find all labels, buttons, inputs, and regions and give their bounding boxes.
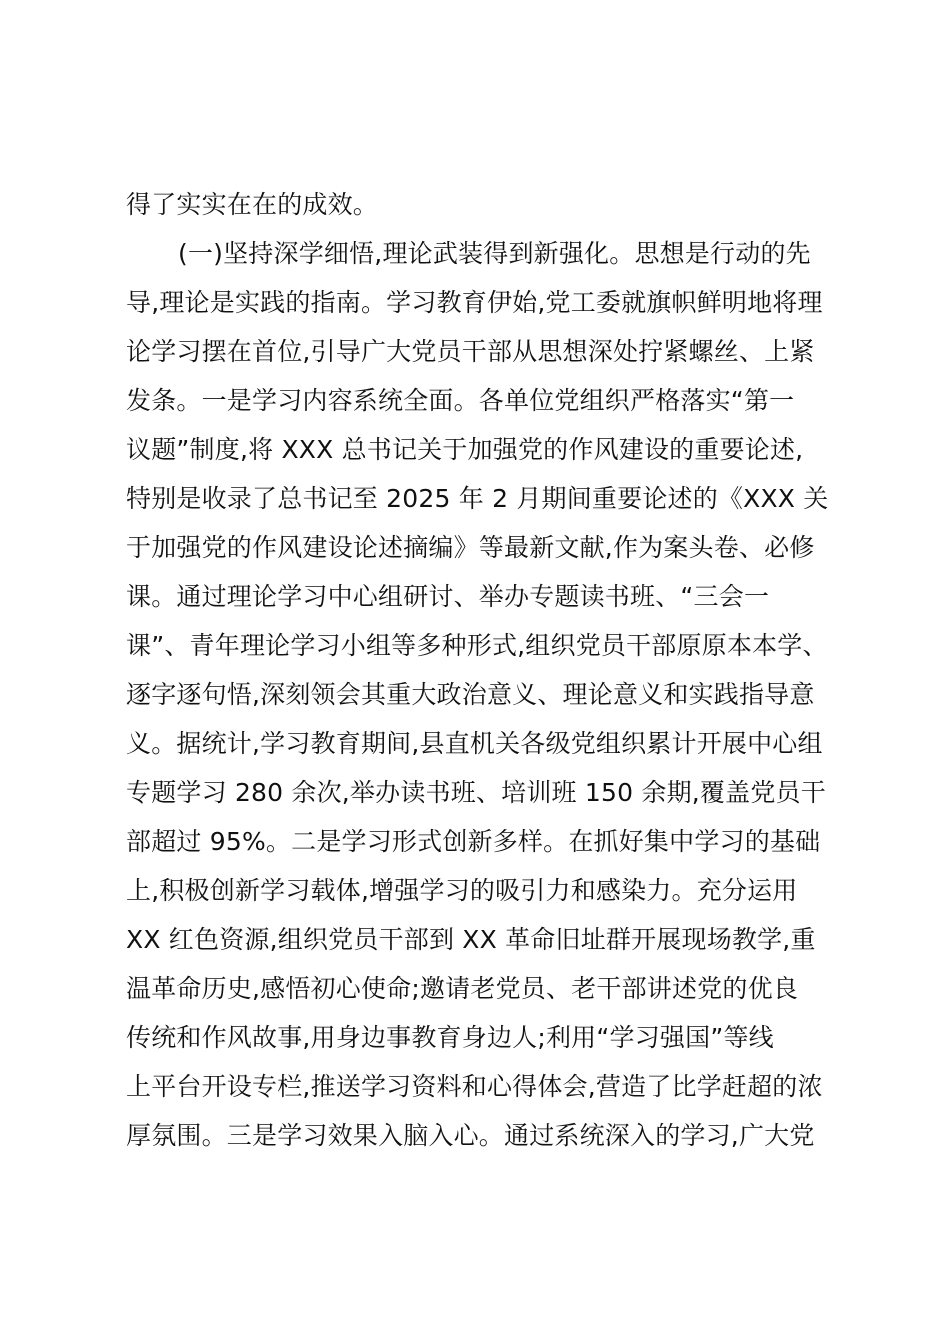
text-line: 上,积极创新学习载体,增强学习的吸引力和感染力。充分运用 [126, 876, 798, 905]
text-line: 温革命历史,感悟初心使命;邀请老党员、老干部讲述党的优良 [126, 974, 798, 1003]
text-line: 逐字逐句悟,深刻领会其重大政治意义、理论意义和实践指导意 [126, 680, 815, 709]
text-line: 义。据统计,学习教育期间,县直机关各级党组织累计开展中心组 [126, 729, 823, 758]
text-line: 论学习摆在首位,引导广大党员干部从思想深处拧紧螺丝、上紧 [126, 337, 815, 366]
text-line: 上平台开设专栏,推送学习资料和心得体会,营造了比学赶超的浓 [126, 1072, 823, 1101]
text-line: 课。通过理论学习中心组研讨、举办专题读书班、“三会一 [126, 582, 770, 611]
text-line: 得了实实在在的成效。 [126, 190, 379, 219]
text-line: 发条。一是学习内容系统全面。各单位党组织严格落实“第一 [126, 386, 795, 415]
text-line: 部超过 95%。二是学习形式创新多样。在抓好集中学习的基础 [126, 827, 821, 856]
text-line: (一)坚持深学细悟,理论武装得到新强化。思想是行动的先 [178, 239, 811, 268]
text-line: 于加强党的作风建设论述摘编》等最新文献,作为案头卷、必修 [126, 533, 815, 562]
text-line: 专题学习 280 余次,举办读书班、培训班 150 余期,覆盖党员干 [126, 778, 826, 807]
text-line: 课”、青年理论学习小组等多种形式,组织党员干部原原本本学、 [126, 631, 828, 660]
body-text [126, 180, 846, 1160]
text-line: 传统和作风故事,用身边事教育身边人;利用“学习强国”等线 [126, 1023, 774, 1052]
text-line: 导,理论是实践的指南。学习教育伊始,党工委就旗帜鲜明地将理 [126, 288, 823, 317]
text-line: 厚氛围。三是学习效果入脑入心。通过系统深入的学习,广大党 [126, 1121, 815, 1150]
text-line: XX 红色资源,组织党员干部到 XX 革命旧址群开展现场教学,重 [126, 925, 816, 954]
text-line: 议题”制度,将 XXX 总书记关于加强党的作风建设的重要论述, [126, 435, 804, 464]
text-line: 特别是收录了总书记至 2025 年 2 月期间重要论述的《XXX 关 [126, 484, 829, 513]
